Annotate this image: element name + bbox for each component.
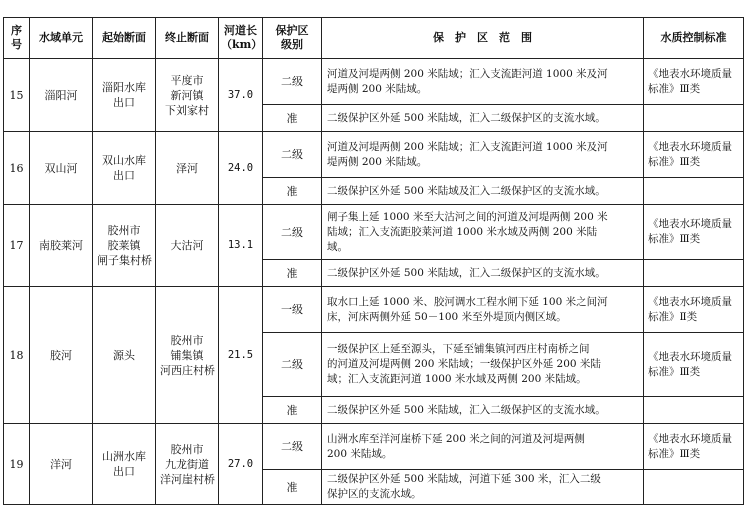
start-section-cell: 胶州市 胶莱镇 闸子集村桥 [93,205,156,287]
seq-cell: 15 [4,59,30,132]
table-row [4,287,744,333]
start-section-cell: 源头 [93,287,156,424]
water-quality-standard-cell [644,470,744,505]
water-quality-standard-cell: 《地表水环境质量 标准》Ⅲ类 [644,424,744,470]
river-length-cell: 27.0 [219,424,263,505]
protection-level-cell: 准 [263,105,322,132]
water-unit-cell: 南胶莱河 [30,205,93,287]
protection-scope-cell: 闸子集上延 1000 米至大沽河之间的河道及河堤两侧 200 米 陆域；汇入支流距胶莱河道 1000 米水域及两侧 200 米陆 域。 [322,205,644,260]
end-section-cell: 泽河 [156,132,219,205]
header-start-section: 起始断面 [93,18,156,59]
header-water-unit: 水域单元 [30,18,93,59]
protection-scope-cell: 二级保护区外延 500 米陆域，汇入二级保护区的支流水域。 [322,260,644,287]
table-row [4,59,744,105]
protection-scope-cell: 河道及河堤两侧 200 米陆域；汇入支流距河道 1000 米及河 堤两侧 200 米陆域。 [322,132,644,178]
start-section-cell: 山洲水库 出口 [93,424,156,505]
river-length-cell: 21.5 [219,287,263,424]
protection-scope-cell: 二级保护区外延 500 米陆域，汇入二级保护区的支流水域。 [322,397,644,424]
protection-level-cell: 准 [263,178,322,205]
protection-level-cell: 二级 [263,333,322,397]
header-protection-level: 保护区 级别 [263,18,322,59]
protection-scope-cell: 山洲水库至洋河崖桥下延 200 米之间的河道及河堤两侧 200 米陆域。 [322,424,644,470]
seq-cell: 17 [4,205,30,287]
water-unit-cell: 胶河 [30,287,93,424]
protection-scope-cell: 一级保护区上延至源头，下延至铺集镇河西庄村南桥之间 的河道及河堤两侧 200 米陆域；一级保护区外延 200 米陆 域；汇入支流距河道 1000 米水域及两侧 200 米陆域。 [322,333,644,397]
header-end-section: 终止断面 [156,18,219,59]
protection-level-cell: 准 [263,260,322,287]
water-quality-standard-cell [644,178,744,205]
protection-scope-cell: 取水口上延 1000 米、胶河调水工程水闸下延 100 米之间河 床，河床两侧外延 50－100 米至外堤顶内侧区域。 [322,287,644,333]
table-row [4,424,744,470]
water-quality-standard-cell [644,397,744,424]
header-protection-scope: 保 护 区 范 围 [322,18,644,59]
header-seq: 序 号 [4,18,30,59]
water-quality-standard-cell: 《地表水环境质量 标准》Ⅲ类 [644,59,744,105]
start-section-cell: 淄阳水库 出口 [93,59,156,132]
protection-level-cell: 准 [263,397,322,424]
water-unit-cell: 双山河 [30,132,93,205]
header-row [4,18,744,59]
water-quality-standard-cell: 《地表水环境质量 标准》Ⅲ类 [644,205,744,260]
end-section-cell: 胶州市 九龙街道 洋河崖村桥 [156,424,219,505]
protection-scope-cell: 二级保护区外延 500 米陆域，汇入二级保护区的支流水域。 [322,105,644,132]
header-water-quality-standard: 水质控制标准 [644,18,744,59]
protection-level-cell: 准 [263,470,322,505]
water-quality-standard-cell: 《地表水环境质量 标准》Ⅲ类 [644,132,744,178]
end-section-cell: 胶州市 铺集镇 河西庄村桥 [156,287,219,424]
water-quality-standard-cell: 《地表水环境质量 标准》Ⅲ类 [644,333,744,397]
table-row [4,205,744,260]
end-section-cell: 平度市 新河镇 下刘家村 [156,59,219,132]
protection-scope-cell: 二级保护区外延 500 米陆域及汇入二级保护区的支流水域。 [322,178,644,205]
water-quality-standard-cell [644,260,744,287]
seq-cell: 18 [4,287,30,424]
protection-level-cell: 一级 [263,287,322,333]
water-quality-standard-cell [644,105,744,132]
protection-level-cell: 二级 [263,59,322,105]
protection-level-cell: 二级 [263,424,322,470]
seq-cell: 16 [4,132,30,205]
table-row [4,132,744,178]
river-length-cell: 24.0 [219,132,263,205]
river-length-cell: 13.1 [219,205,263,287]
header-river-length: 河道长 （km） [219,18,263,59]
seq-cell: 19 [4,424,30,505]
protection-zone-table [3,17,744,505]
river-length-cell: 37.0 [219,59,263,132]
protection-scope-cell: 河道及河堤两侧 200 米陆域；汇入支流距河道 1000 米及河 堤两侧 200 米陆域。 [322,59,644,105]
water-unit-cell: 洋河 [30,424,93,505]
protection-level-cell: 二级 [263,205,322,260]
protection-scope-cell: 二级保护区外延 500 米陆域，河道下延 300 米，汇入二级 保护区的支流水域。 [322,470,644,505]
start-section-cell: 双山水库 出口 [93,132,156,205]
water-quality-standard-cell: 《地表水环境质量 标准》Ⅱ类 [644,287,744,333]
end-section-cell: 大沽河 [156,205,219,287]
water-unit-cell: 淄阳河 [30,59,93,132]
protection-level-cell: 二级 [263,132,322,178]
